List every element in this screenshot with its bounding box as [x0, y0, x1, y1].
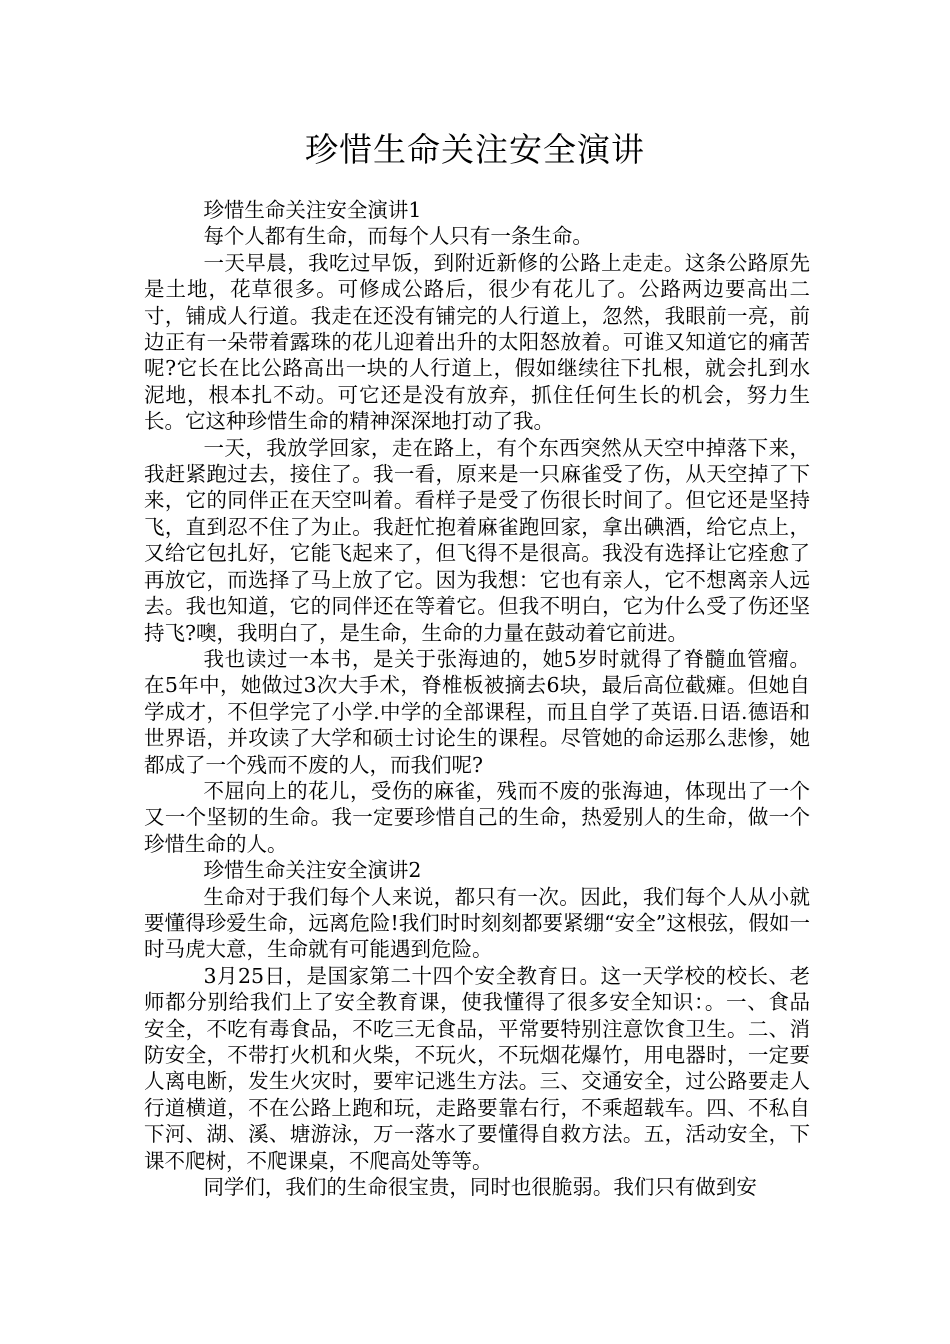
document-title: 珍惜生命关注安全演讲 — [305, 130, 645, 169]
paragraph: 每个人都有生命，而每个人只有一条生命。 — [203, 224, 593, 249]
paragraph: 一天早晨，我吃过早饭，到附近新修的公路上走走。这条公路原先是土地，花草很多。可修成公路后，很少有花儿了。公路两边要高出二寸，铺成人行道。我走在还没有铺完的人行道上，忽然，我眼前一亮，前边正有一朵带着露珠的花儿迎着出升的太阳怒放着。可谁又知道它的痛苦呢?它长在比公路高出一块的人行道上，假如继续往下扎根，就会扎到水泥地，根本扎不动。可它还是没有放弃，抓住任何生长的机会，努力生长。它这种珍惜生命的精神深深地打动了我。 — [144, 250, 810, 434]
paragraph: 3月25日，是国家第二十四个安全教育日。这一天学校的校长、老师都分别给我们上了安全教育课，使我懂得了很多安全知识：。一、食品安全，不吃有毒食品，不吃三无食品，平常要特别注意饮食卫生。二、消防安全，不带打火机和火柴，不玩火，不玩烟花爆竹，用电器时，一定要人离电断，发生火灾时，要牢记逃生方法。三、交通安全，过公路要走人行道横道，不在公路上跑和玩，走路要靠右行，不乘超载车。四、不私自下河、湖、溪、塘游泳，万一落水了要懂得自救方法。五，活动安全，下课不爬树，不爬课桌，不爬高处等等。 — [144, 963, 810, 1173]
section-heading-1: 珍惜生命关注安全演讲1 — [203, 198, 422, 222]
section-heading-2: 珍惜生命关注安全演讲2 — [203, 858, 422, 883]
paragraph: 一天，我放学回家，走在路上，有个东西突然从天空中掉落下来，我赶紧跑过去，接住了。我一看，原来是一只麻雀受了伤，从天空掉了下来，它的同伴正在天空叫着。看样子是受了伤很长时间了。但它还是坚持飞，直到忍不住了为止。我赶忙抱着麻雀跑回家，拿出碘酒，给它点上，又给它包扎好，它能飞起来了，但飞得不是很高。我没有选择让它痊愈了再放它，而选择了马上放了它。因为我想：它也有亲人，它不想离亲人远去。我也知道，它的同伴还在等着它。但我不明白，它为什么受了伤还坚持飞?噢，我明白了，是生命，生命的力量在鼓动着它前进。 — [144, 435, 810, 645]
document-body — [144, 197, 810, 1200]
paragraph: 生命对于我们每个人来说，都只有一次。因此，我们每个人从小就要懂得珍爱生命，远离危险!我们时时刻刻都要紧绷“安全”这根弦，假如一时马虎大意，生命就有可能遇到危险。 — [144, 884, 810, 962]
paragraph: 我也读过一本书，是关于张海迪的，她5岁时就得了脊髓血管瘤。在5年中，她做过3次大手术，脊椎板被摘去6块，最后高位截瘫。但她自学成才，不但学完了小学.中学的全部课程，而且自学了英语.日语.德语和世界语，并攻读了大学和硕士讨论生的课程。尽管她的命运那么悲惨，她都成了一个残而不废的人，而我们呢? — [144, 646, 810, 777]
paragraph: 同学们，我们的生命很宝贵，同时也很脆弱。我们只有做到安 — [203, 1175, 757, 1200]
paragraph: 不屈向上的花儿，受伤的麻雀，残而不废的张海迪，体现出了一个又一个坚韧的生命。我一定要珍惜自己的生命，热爱别人的生命，做一个珍惜生命的人。 — [144, 778, 810, 856]
